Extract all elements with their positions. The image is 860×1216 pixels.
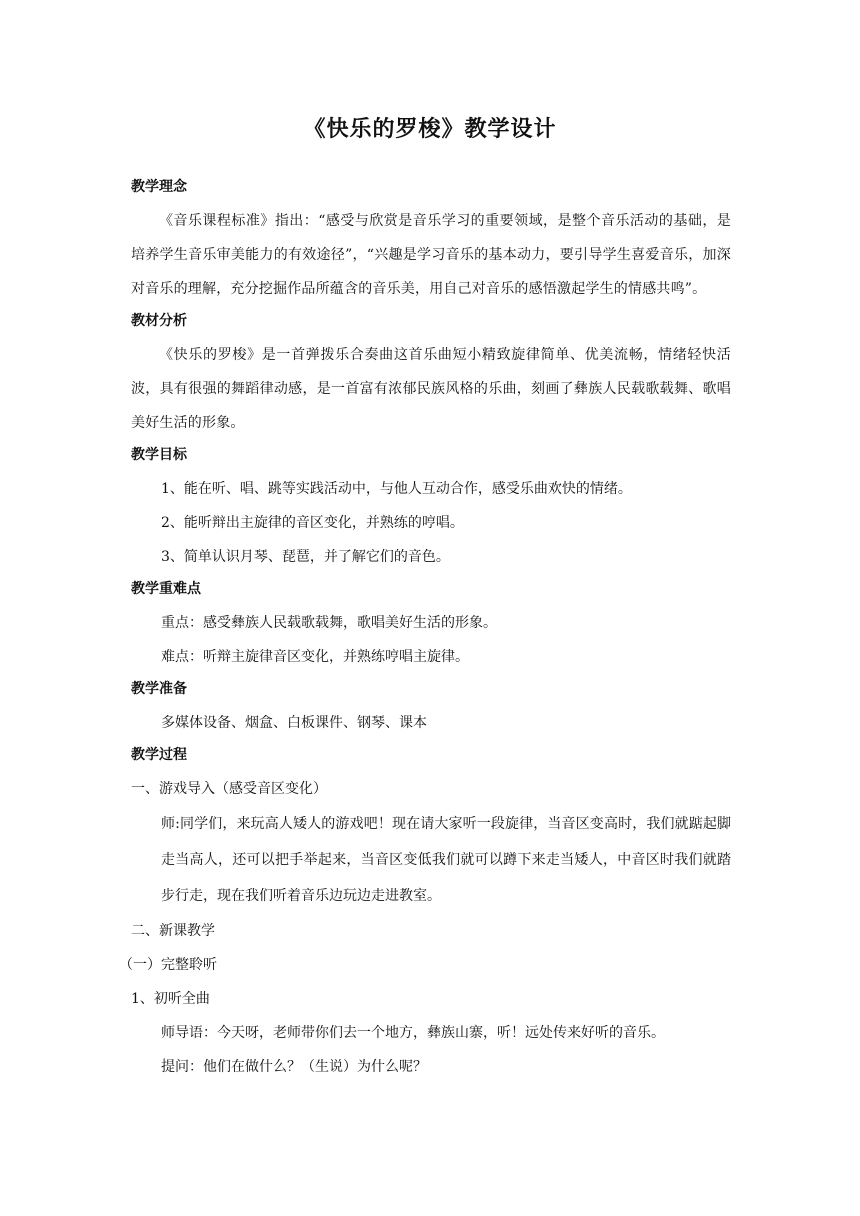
process-step-heading: 1、初听全曲 <box>131 991 210 1007</box>
paragraph-material-analysis: 《快乐的罗梭》是一首弹拨乐合奏曲这首乐曲短小精致旋律简单、优美流畅，情绪轻快活波，具有很强的舞蹈律动感，是一首富有浓郁民族风格的乐曲，刻画了彝族人民载歌载舞、歌唱美好生活的形象。 <box>131 347 731 431</box>
section-heading-teaching-philosophy: 教学理念 <box>131 179 187 195</box>
key-point-item: 重点：感受彝族人民载歌载舞，歌唱美好生活的形象。 <box>161 615 497 631</box>
section-heading-teaching-goals: 教学目标 <box>131 447 187 463</box>
goal-item: 1、能在听、唱、跳等实践活动中，与他人互动合作，感受乐曲欢快的情绪。 <box>161 481 632 497</box>
key-point-item: 难点：听辩主旋律音区变化，并熟练哼唱主旋律。 <box>161 649 469 665</box>
process-line: 师导语：今天呀，老师带你们去一个地方，彝族山寨，听！远处传来好听的音乐。 <box>161 1025 665 1041</box>
section-heading-key-points: 教学重难点 <box>131 581 201 597</box>
process-sub-heading: （一）完整聆听 <box>119 957 217 973</box>
process-part-heading: 一、游戏导入（感受音区变化） <box>131 781 327 797</box>
section-heading-preparation: 教学准备 <box>131 681 187 697</box>
section-heading-material-analysis: 教材分析 <box>131 313 187 329</box>
preparation-item: 多媒体设备、烟盒、白板课件、钢琴、课本 <box>161 715 427 731</box>
process-line: 提问：他们在做什么？（生说）为什么呢？ <box>161 1059 427 1075</box>
process-paragraph: 师:同学们，来玩高人矮人的游戏吧！现在请大家听一段旋律，当音区变高时，我们就踮起脚走当高人，还可以把手举起来，当音区变低我们就可以蹲下来走当矮人，中音区时我们就踏步行走，现在我们听着音乐边玩边走进教室。 <box>161 816 731 904</box>
goal-item: 2、能听辩出主旋律的音区变化，并熟练的哼唱。 <box>161 515 464 531</box>
document-body <box>119 176 731 1084</box>
paragraph-teaching-philosophy: 《音乐课程标准》指出：“感受与欣赏是音乐学习的重要领域，是整个音乐活动的基础，是培养学生音乐审美能力的有效途径”，“兴趣是学习音乐的基本动力，要引导学生喜爱音乐，加深对音乐的理解，充分挖掘作品所蕴含的音乐美，用自己对音乐的感悟激起学生的情感共鸣”。 <box>131 213 731 297</box>
document-title: 《快乐的罗梭》教学设计 <box>303 117 557 142</box>
section-heading-teaching-process: 教学过程 <box>131 747 187 763</box>
goal-item: 3、简单认识月琴、琵琶，并了解它们的音色。 <box>161 549 450 565</box>
process-part-heading: 二、新课教学 <box>131 923 215 939</box>
